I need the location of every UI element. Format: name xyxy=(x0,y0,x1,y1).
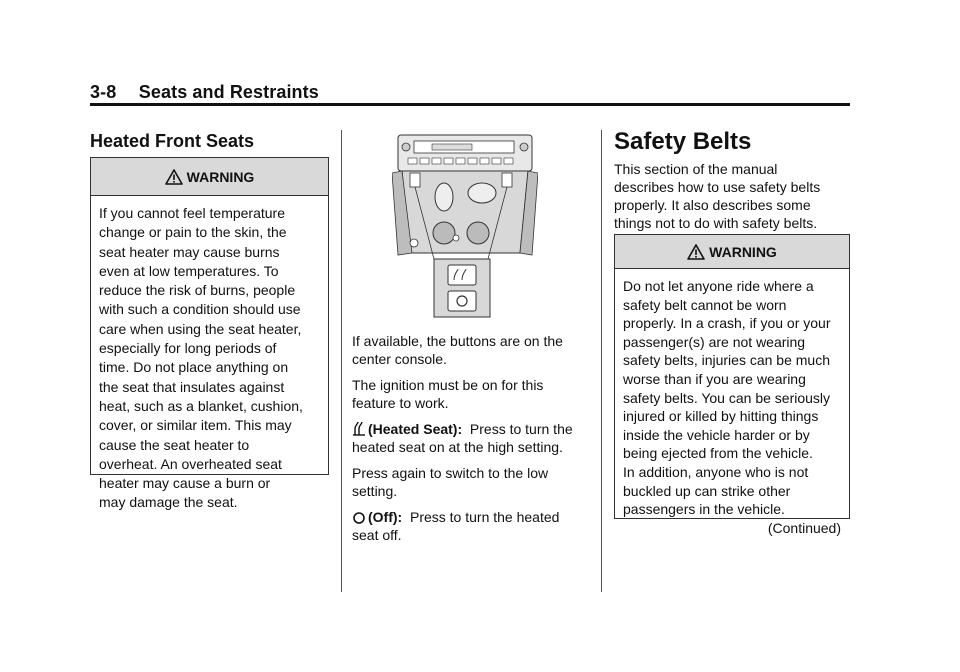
warning-triangle-icon xyxy=(165,169,183,185)
warning-line: safety belts, injuries can be much xyxy=(623,352,830,369)
warning-header xyxy=(91,158,328,196)
text-line: Press to turn the heated xyxy=(409,509,560,525)
warning-line: reduce the risk of burns, people xyxy=(99,282,296,299)
text-line: If available, the buttons are on the xyxy=(352,333,563,349)
middle-column-text xyxy=(352,332,594,552)
center-console-illustration xyxy=(392,133,538,319)
warning-line: change or pain to the skin, the xyxy=(99,224,287,241)
warning-line: safety belts. You can be seriously xyxy=(623,389,831,406)
heated-seats-title: Heated Front Seats xyxy=(90,131,255,151)
warning-line: worse than if you are wearing xyxy=(623,370,806,387)
text-line: setting. xyxy=(352,483,398,499)
off-label: (Off): xyxy=(368,509,403,525)
heated-seat-icon xyxy=(352,421,366,437)
warning-line: If you cannot feel temperature xyxy=(99,205,285,221)
header-rule xyxy=(90,103,850,106)
warning-line: overheat. An overheated seat xyxy=(99,455,282,472)
warning-line: buckled up can strike other xyxy=(623,482,791,499)
warning-line: safety belt cannot be worn xyxy=(623,296,787,313)
text-line: seat off. xyxy=(352,527,402,543)
warning-line: may damage the seat. xyxy=(99,494,238,511)
text-line: things not to do with safety belts. xyxy=(614,215,818,231)
text-line: properly. It also describes some xyxy=(614,197,811,213)
text-line: The ignition must be on for this xyxy=(352,377,544,393)
heated-seat-label: (Heated Seat): xyxy=(368,421,463,437)
warning-line: with such a condition should use xyxy=(99,301,301,318)
warning-line: heater may cause a burn or xyxy=(99,475,271,492)
text-line: Press again to switch to the low xyxy=(352,465,549,481)
warning-line: especially for long periods of xyxy=(99,340,277,357)
warning-line: properly. In a crash, if you or your xyxy=(623,315,831,332)
text-line: This section of the manual xyxy=(614,161,778,177)
column-divider-right xyxy=(601,130,602,592)
low-setting-paragraph xyxy=(352,464,594,500)
warning-line: cause the seat heater to xyxy=(99,436,250,453)
continued-label: (Continued) xyxy=(767,519,841,536)
warning-line: Do not let anyone ride where a xyxy=(623,278,814,294)
warning-line: seat heater may cause burns xyxy=(99,243,280,260)
warning-line: injured or killed by hitting things xyxy=(623,408,819,425)
text-line: describes how to use safety belts xyxy=(614,179,821,195)
text-line: center console. xyxy=(352,351,447,367)
warning-line: heat, such as a blanket, cushion, xyxy=(99,397,303,414)
safety-belts-intro xyxy=(614,160,850,232)
off-paragraph xyxy=(352,508,594,544)
warning-label: WARNING xyxy=(186,168,255,185)
warning-line: passengers in the vehicle. xyxy=(623,501,785,518)
safety-belts-warning-box xyxy=(614,234,850,536)
safety-belts-title: Safety Belts xyxy=(614,128,752,155)
column-divider-left xyxy=(341,130,342,592)
chapter-title: Seats and Restraints xyxy=(138,82,319,102)
warning-triangle-icon xyxy=(687,244,705,260)
page-number: 3-8 xyxy=(90,82,117,102)
text-line: Press to turn the xyxy=(469,421,573,437)
warning-line: passenger(s) are not wearing xyxy=(623,333,806,350)
warning-label: WARNING xyxy=(709,243,777,260)
text-line: heated seat on at the high setting. xyxy=(352,439,563,455)
console-location-paragraph xyxy=(352,332,594,368)
warning-line: the seat that insulates against xyxy=(99,378,285,395)
warning-header xyxy=(615,235,849,269)
warning-line: even at low temperatures. To xyxy=(99,262,279,279)
ignition-paragraph xyxy=(352,376,594,412)
off-icon xyxy=(352,511,366,525)
warning-line: In addition, anyone who is not xyxy=(623,463,809,480)
text-line: feature to work. xyxy=(352,395,449,411)
warning-line: being ejected from the vehicle. xyxy=(623,445,813,462)
warning-line: care when using the seat heater, xyxy=(99,320,302,337)
warning-line: inside the vehicle harder or by xyxy=(623,426,810,443)
heated-seat-paragraph xyxy=(352,420,594,456)
heated-seats-warning-box xyxy=(90,157,329,511)
warning-line: cover, or similar item. This may xyxy=(99,417,292,434)
warning-text xyxy=(615,269,849,543)
warning-line: time. Do not place anything on xyxy=(99,359,289,376)
warning-text xyxy=(91,196,328,519)
